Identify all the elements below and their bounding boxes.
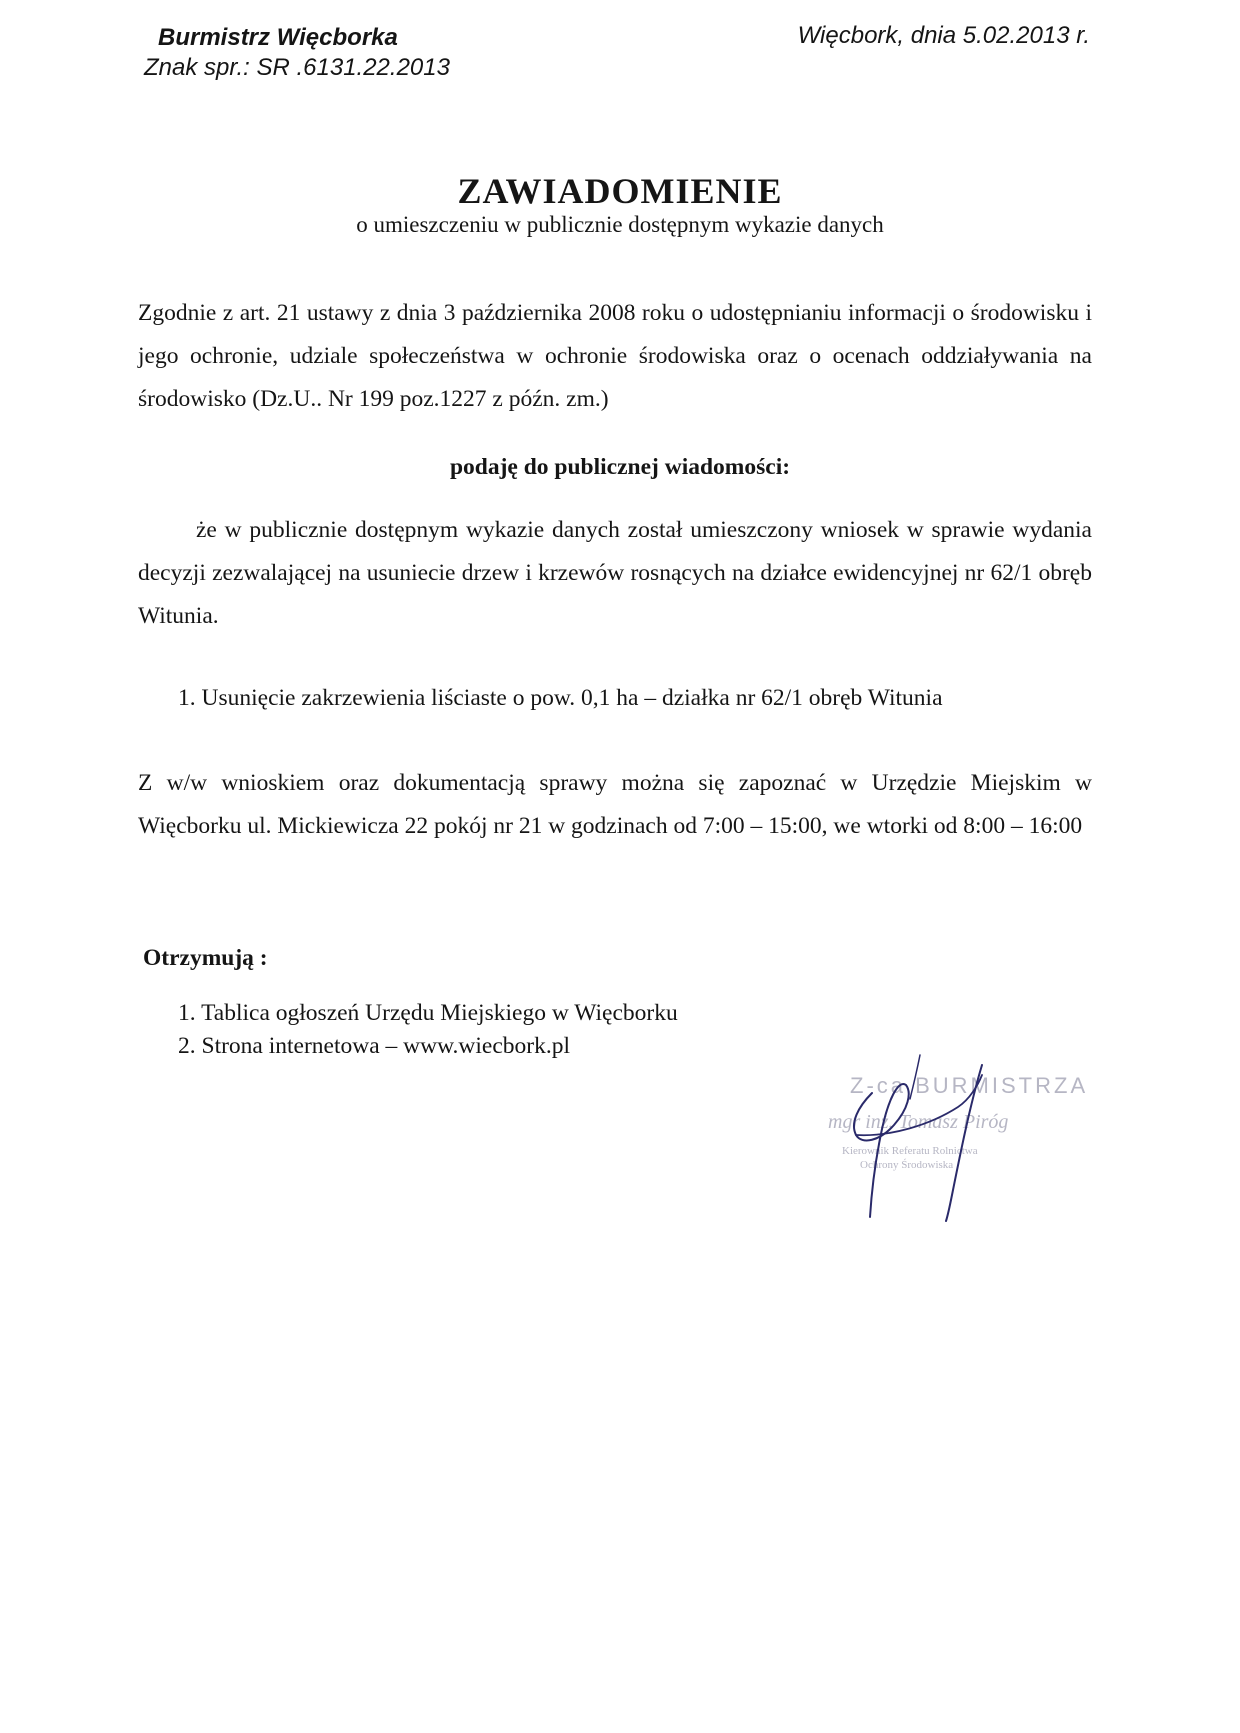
recipient-item: 2. Strona internetowa – www.wiecbork.pl <box>178 1033 571 1059</box>
inspection-info-paragraph: Z w/w wnioskiem oraz dokumentacją sprawy można się zapoznać w Urzędzie Miejskim w Więcborku ul. Mickiewicza 22 pokój nr 21 w godzinach od 7:00 – 15:00, we wtorki od 8:00 – 16:00 <box>138 770 1092 839</box>
recipient-item: 1. Tablica ogłoszeń Urzędu Miejskiego w Więcborku <box>178 1000 678 1026</box>
stamp-line: Ochrony Środowiska <box>860 1159 954 1171</box>
stamp-line: Kierownik Referatu Rolnictwa <box>842 1145 978 1157</box>
list-item: 1. Usunięcie zakrzewienia liściaste o pow. 0,1 ha – działka nr 62/1 obręb Witunia <box>178 685 943 711</box>
recipients-heading: Otrzymują : <box>143 945 268 971</box>
application-paragraph: że w publicznie dostępnym wykazie danych został umieszczony wniosek w sprawie wydania decyzji zezwalającej na usuniecie drzew i krzewów rosnących na działce ewidencyjnej nr 62/1 obręb Witunia. <box>138 517 1092 629</box>
handwritten-signature <box>820 1045 1080 1235</box>
issuer-name: Burmistrz Więcborka <box>158 24 398 51</box>
document-title: ZAWIADOMIENIE <box>457 171 783 211</box>
stamp-line: mgr inż. Tomasz Piróg <box>828 1111 1009 1133</box>
legal-basis-paragraph: Zgodnie z art. 21 ustawy z dnia 3 października 2008 roku o udostępnianiu informacji o środowisku i jego ochronie, udziale społeczeństwa w ochronie środowiska oraz o ocenach oddziaływania na środowisko (Dz.U.. Nr 199 poz.1227 z późn. zm.) <box>138 300 1092 412</box>
stamp-line: Z-ca BURMISTRZA <box>850 1073 1089 1098</box>
document-subtitle: o umieszczeniu w publicznie dostępnym wykazie danych <box>356 212 884 237</box>
reference-number: Znak spr.: SR .6131.22.2013 <box>144 54 450 81</box>
place-and-date: Więcbork, dnia 5.02.2013 r. <box>797 22 1090 49</box>
official-stamp <box>820 1045 1089 1235</box>
announcement-line: podaję do publicznej wiadomości: <box>449 454 791 480</box>
